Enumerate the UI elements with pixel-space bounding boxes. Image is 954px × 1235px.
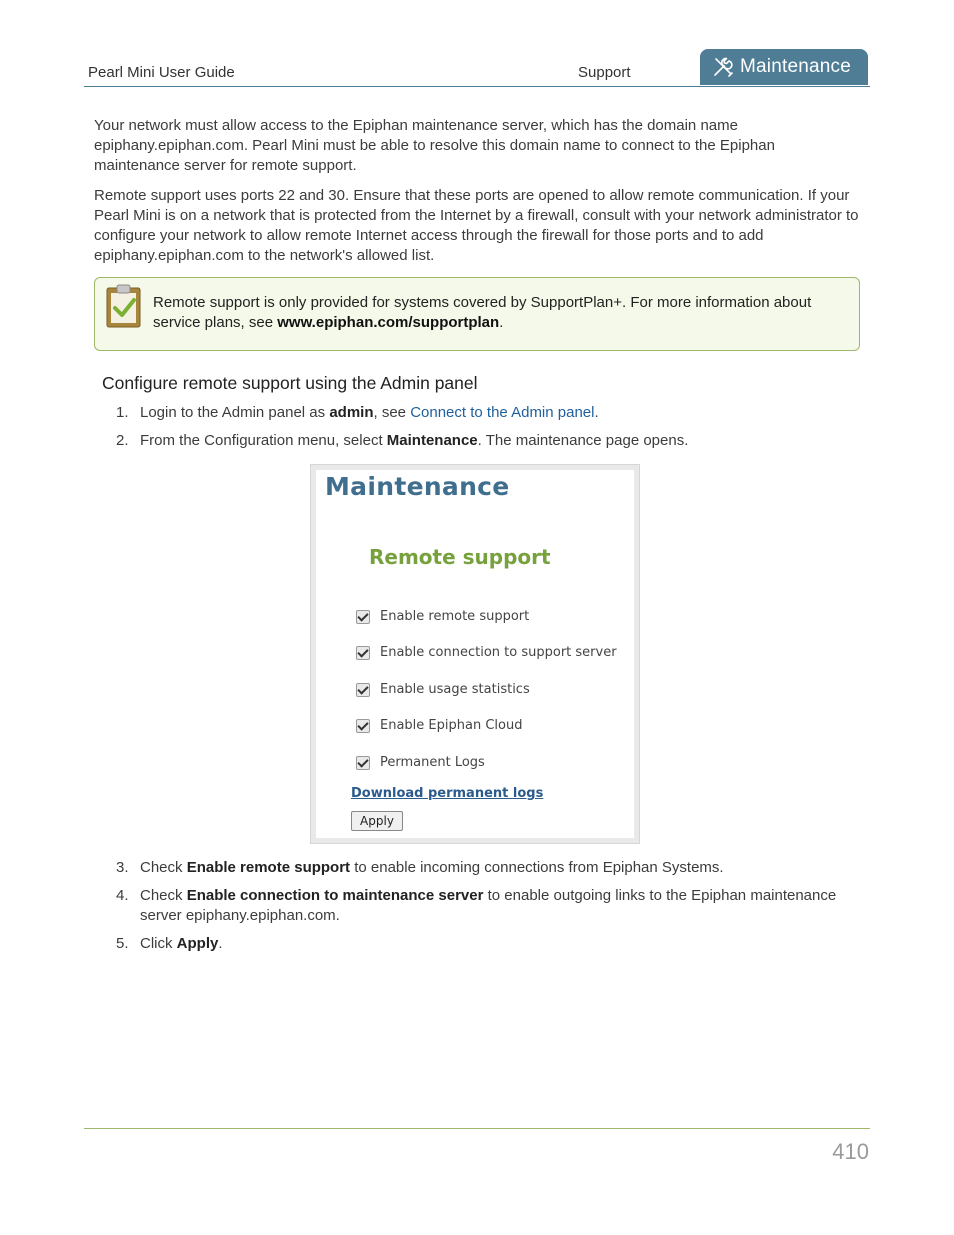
option-enable-usage-statistics[interactable]: [356, 682, 530, 697]
maintenance-page-screenshot: [310, 464, 640, 844]
option-enable-connection-support-server[interactable]: [356, 645, 617, 660]
clipboard-check-icon: [105, 283, 143, 329]
option-enable-epiphan-cloud[interactable]: [356, 718, 522, 733]
step-text: Click: [140, 935, 177, 952]
option-label: Enable Epiphan Cloud: [380, 718, 523, 733]
intro-paragraph-1: Your network must allow access to the Epiphan maintenance server, which has the domain name epiphany.epiphan.com. Pearl Mini must be able to resolve this domain name to connect to the Epiphan maintenance server for remote support.: [94, 117, 775, 174]
screenshot-title: Maintenance: [325, 472, 510, 501]
step-number: 4.: [116, 887, 129, 904]
step-text: Check: [140, 859, 187, 876]
checkbox[interactable]: [356, 756, 370, 770]
intro-paragraph-2: Remote support uses ports 22 and 30. Ensure that these ports are opened to allow remote communication. If your Pearl Mini is on a network that is protected from the Internet by a firewall, consult with your network administrator to configure your network to allow remote Internet access through the firewall for those ports and to add epiphany.epiphan.com to the network's allowed list.: [94, 187, 859, 264]
step-number: 3.: [116, 859, 129, 876]
note-box: [94, 277, 860, 351]
tab-label: Maintenance: [740, 56, 851, 77]
step-text: to enable incoming connections from Epiphan Systems.: [350, 859, 724, 876]
step-bold: admin: [329, 404, 374, 421]
header-divider: [84, 86, 870, 87]
step-text: Check: [140, 887, 187, 904]
step-text: .: [594, 404, 599, 421]
option-permanent-logs[interactable]: [356, 755, 485, 770]
step-number: 1.: [116, 404, 129, 421]
option-enable-remote-support[interactable]: [356, 609, 529, 624]
screenshot-subtitle: Remote support: [369, 545, 551, 569]
guide-title: Pearl Mini User Guide: [88, 64, 235, 81]
step-text: , see: [373, 404, 411, 421]
note-text-before: Remote support is only provided for systems covered by SupportPlan+. For more information about service plans, see: [153, 294, 812, 331]
step-text: Login to the Admin panel as: [140, 404, 330, 421]
step-text: to enable outgoing links to the Epiphan maintenance server epiphany.epiphan.com.: [140, 887, 837, 924]
step-text: . The maintenance page opens.: [477, 432, 689, 449]
apply-button[interactable]: Apply: [351, 811, 403, 831]
step-bold: Enable connection to maintenance server: [186, 887, 484, 904]
page-number: 410: [832, 1139, 869, 1164]
note-text-after: .: [499, 314, 504, 331]
option-label: Enable usage statistics: [380, 682, 530, 697]
option-label: Permanent Logs: [380, 755, 485, 770]
connect-admin-panel-link[interactable]: Connect to the Admin panel: [410, 404, 595, 421]
checkbox[interactable]: [356, 683, 370, 697]
step-text: From the Configuration menu, select: [140, 432, 387, 449]
section-label: Support: [578, 64, 631, 81]
option-label: Enable remote support: [380, 609, 530, 624]
checkbox[interactable]: [356, 610, 370, 624]
step-number: 5.: [116, 935, 129, 952]
note-text: [153, 293, 843, 333]
option-label: Enable connection to support server: [380, 645, 617, 660]
step-text: .: [218, 935, 223, 952]
step-bold: Apply: [176, 935, 219, 952]
maintenance-tab: [700, 49, 868, 85]
download-permanent-logs-link[interactable]: Download permanent logs: [351, 786, 544, 801]
supportplan-link[interactable]: www.epiphan.com/supportplan: [277, 314, 500, 331]
step-bold: Enable remote support: [186, 859, 351, 876]
tools-icon: [712, 56, 734, 78]
step-number: 2.: [116, 432, 129, 449]
checkbox[interactable]: [356, 719, 370, 733]
step-bold: Maintenance: [386, 432, 478, 449]
section-heading: Configure remote support using the Admin panel: [102, 373, 478, 393]
checkbox[interactable]: [356, 646, 370, 660]
footer-divider: [84, 1128, 870, 1129]
